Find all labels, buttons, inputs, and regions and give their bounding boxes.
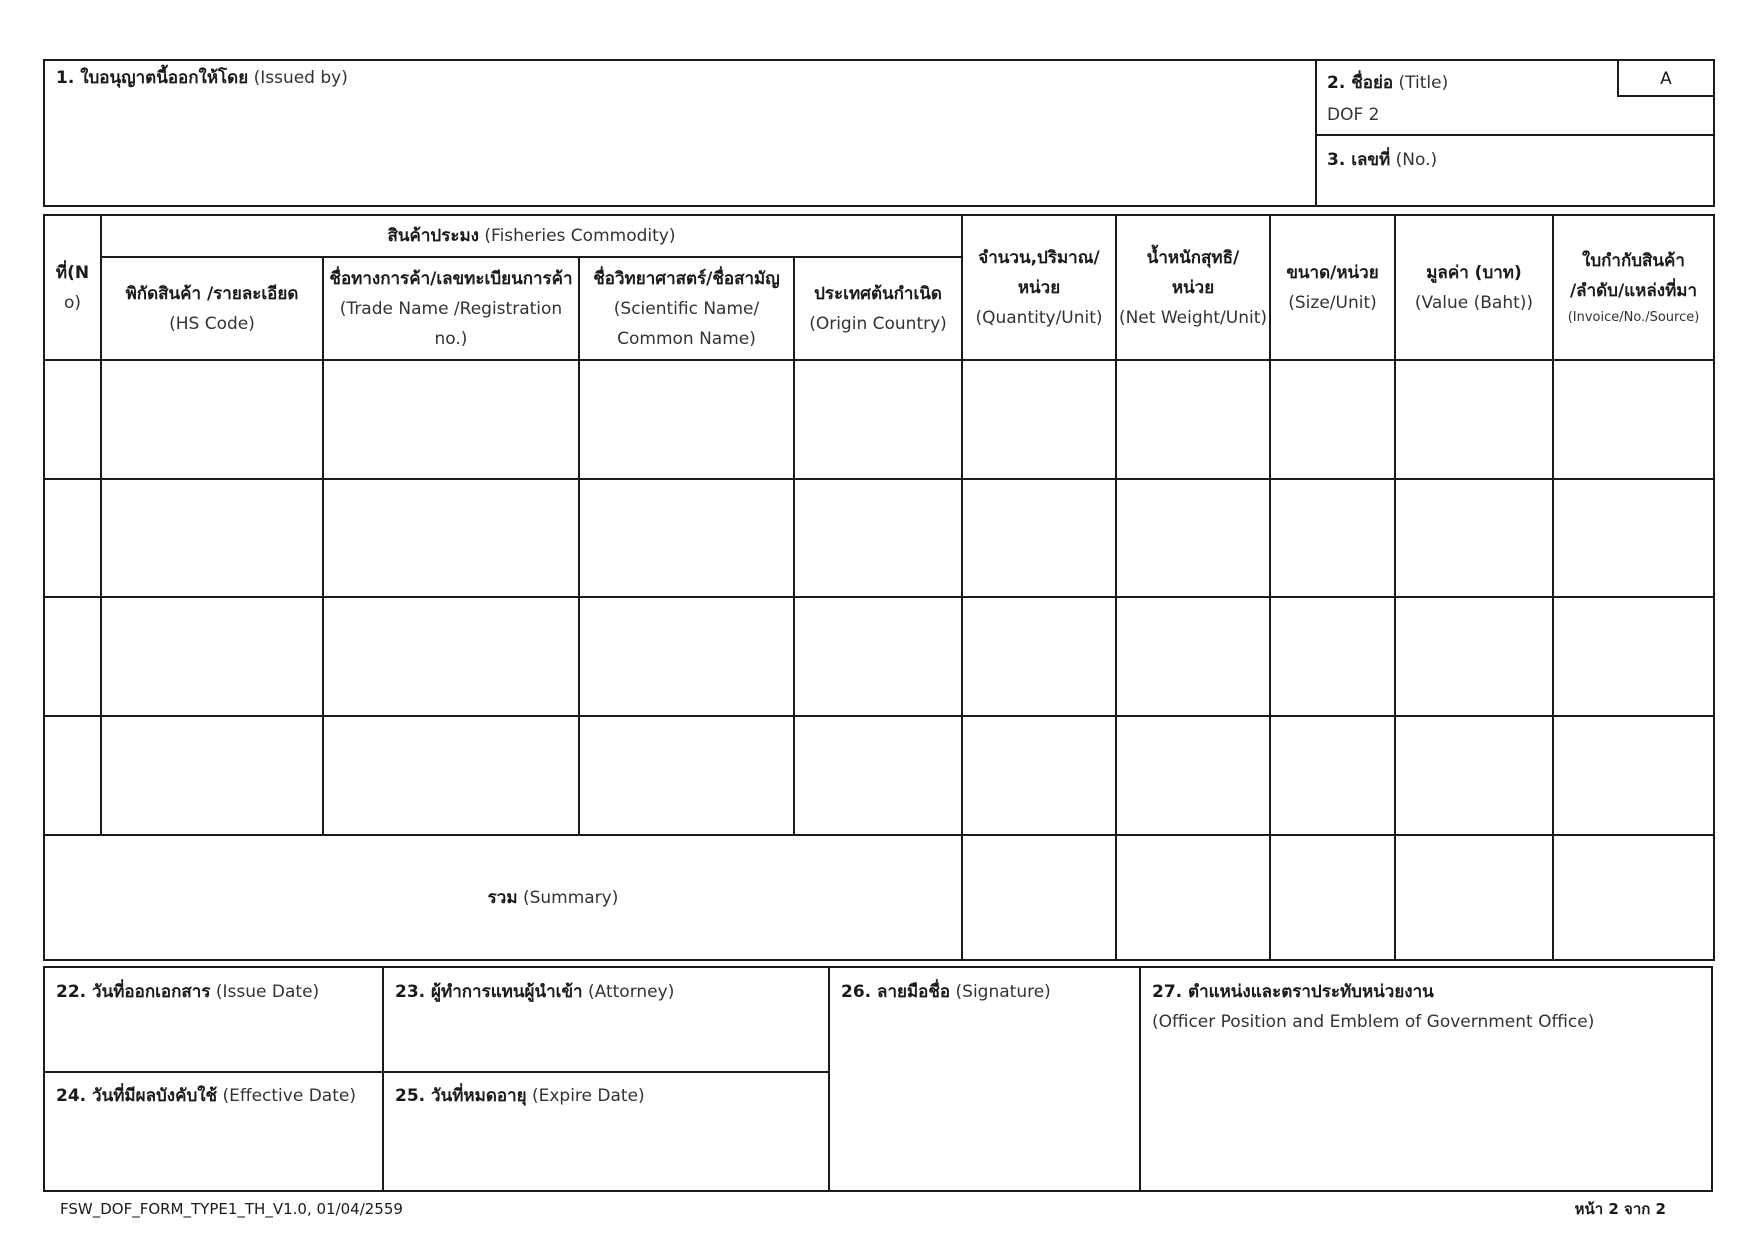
attorney-label: 23. ผู้ทำการแทนผู้นำเข้า (Attorney): [395, 982, 675, 1002]
col-header-quantity: จำนวน,ปริมาณ/ หน่วย (Quantity/Unit): [975, 247, 1103, 328]
expire-date-label: 25. วันที่หมดอายุ (Expire Date): [395, 1086, 645, 1106]
col-header-size: ขนาด/หน่วย (Size/Unit): [1286, 262, 1379, 313]
table-row[interactable]: [45, 717, 1713, 834]
col-header-origin: ประเทศต้นกำเนิด (Origin Country): [809, 283, 947, 334]
signature-label: 26. ลายมือชื่อ (Signature): [841, 982, 1051, 1002]
issued-by-label: 1. ใบอนุญาตนี้ออกให้โดย (Issued by): [56, 68, 348, 88]
col-header-net-weight: น้ำหนักสุทธิ/ หน่วย (Net Weight/Unit): [1118, 247, 1268, 328]
form-code: FSW_DOF_FORM_TYPE1_TH_V1.0, 01/04/2559: [60, 1200, 403, 1218]
col-header-invoice: ใบกำกับสินค้า /ลำดับ/แหล่งที่มา (Invoice/No./Source): [1567, 250, 1700, 325]
title-value: DOF 2: [1327, 105, 1380, 125]
title-label: 2. ชื่อย่อ (Title): [1327, 73, 1449, 93]
number-label: 3. เลขที่ (No.): [1327, 150, 1438, 170]
title-letter: A: [1660, 69, 1672, 89]
col-header-scientific-name: ชื่อวิทยาศาสตร์/ชื่อสามัญ (Scientific Name/ Common Name): [593, 268, 780, 349]
officer-label: 27. ตำแหน่งและตราประทับหน่วยงาน: [1152, 982, 1434, 1002]
table-row[interactable]: [45, 480, 1713, 596]
page-number: หน้า 2 จาก 2: [1574, 1200, 1666, 1218]
group-header-commodity: สินค้าประมง (Fisheries Commodity): [387, 226, 676, 246]
summary-label: รวม (Summary): [487, 887, 619, 908]
col-header-trade-name: ชื่อทางการค้า/เลขทะเบียนการค้า (Trade Name /Registration no.): [329, 268, 573, 349]
officer-label-en: (Officer Position and Emblem of Government Office): [1152, 1012, 1595, 1032]
table-row[interactable]: [45, 361, 1713, 478]
issue-date-label: 22. วันที่ออกเอกสาร (Issue Date): [56, 982, 320, 1002]
col-header-value: มูลค่า (บาท) (Value (Baht)): [1414, 262, 1534, 313]
table-row[interactable]: [45, 598, 1713, 715]
summary-row[interactable]: [963, 836, 1713, 959]
col-header-no: ที่(N o): [55, 262, 90, 313]
effective-date-label: 24. วันที่มีผลบังคับใช้ (Effective Date): [56, 1086, 356, 1106]
col-header-hs-code: พิกัดสินค้า /รายละเอียด (HS Code): [125, 283, 299, 334]
